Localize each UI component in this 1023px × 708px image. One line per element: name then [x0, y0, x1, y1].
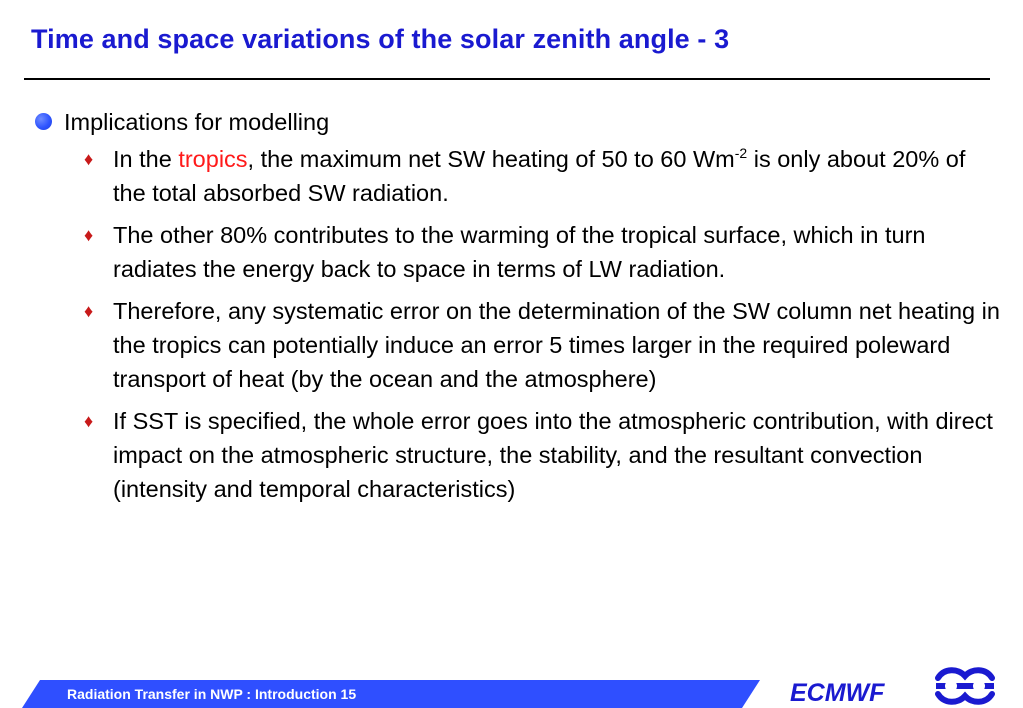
sub-bullet-text	[113, 142, 1002, 210]
superscript: -2	[734, 145, 748, 162]
diamond-bullet-icon: ♦	[84, 225, 94, 245]
footer-text: Radiation Transfer in NWP : Introduction 15	[67, 686, 357, 702]
sub-bullet	[82, 142, 1002, 210]
sub-bullet-text: If SST is specified, the whole error goes into the atmospheric contribution, with direct impact on the atmospheric structure, the stability, and the resultant convection (intensity and temporal characteristics)	[113, 408, 993, 502]
sub-bullet	[82, 404, 1002, 506]
diamond-bullet-icon: ♦	[84, 301, 94, 321]
sub-bullet	[82, 294, 1002, 396]
ecmwf-logo-icon	[934, 664, 996, 708]
sub-bullet-text: Therefore, any systematic error on the determination of the SW column net heating in the tropics can potentially induce an error 5 times larger in the required poleward transport of heat (by the ocean and the atmosphere)	[113, 298, 1000, 392]
slide-content	[32, 106, 1002, 506]
text-run: In the	[113, 146, 179, 172]
diamond-bullet-icon: ♦	[84, 149, 94, 169]
sub-bullet	[82, 218, 1002, 286]
text-run: is only about 20% of the total absorbed SW radiation.	[113, 146, 966, 206]
title-divider	[24, 78, 990, 80]
slide-title: Time and space variations of the solar zenith angle - 3	[31, 24, 730, 54]
bullet-level1-text: Implications for modelling	[64, 109, 330, 135]
sub-bullet-text: The other 80% contributes to the warming of the tropical surface, which in turn radiates the energy back to space in terms of LW radiation.	[113, 222, 926, 282]
highlight-tropics: tropics	[178, 146, 248, 172]
text-run: , the maximum net SW heating of 50 to 60 Wm	[247, 146, 735, 172]
bullet-level1	[32, 106, 1002, 139]
logo-text: ECMWF	[790, 679, 885, 707]
diamond-bullet-icon: ♦	[84, 411, 94, 431]
circle-bullet-icon	[35, 113, 52, 130]
